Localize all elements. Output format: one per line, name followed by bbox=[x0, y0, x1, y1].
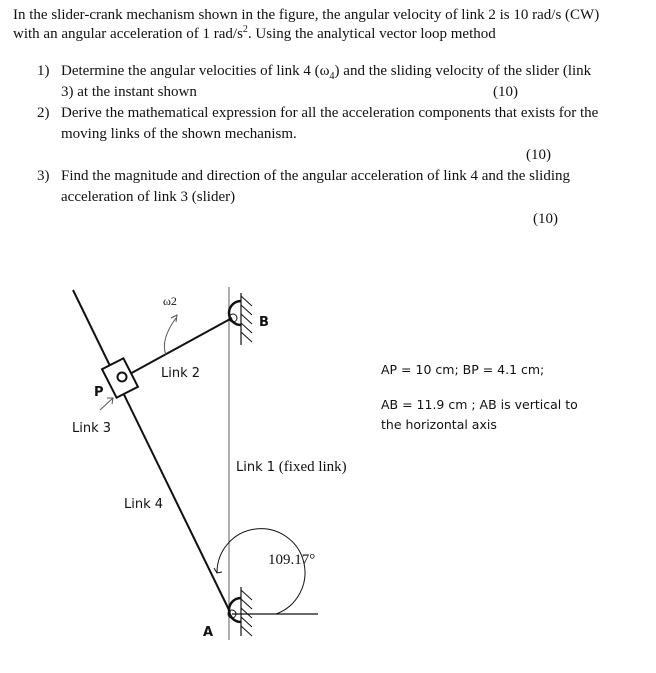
point-p-label: P bbox=[94, 385, 104, 400]
point-a-label: A bbox=[203, 625, 214, 640]
intro-line-1: In the slider-crank mechanism shown in the figure, the angular velocity of link 2 is 10 rad/s (CW) bbox=[13, 7, 600, 23]
q1-number: 1) bbox=[37, 63, 50, 79]
superscript: 2 bbox=[242, 24, 248, 35]
q1-text-end: ) and the sliding velocity of the slider (link bbox=[334, 63, 592, 79]
link-1-note: (fixed link) bbox=[278, 459, 347, 475]
q1-line-2: 3) at the instant shown bbox=[61, 84, 197, 100]
angle-arrow-icon bbox=[214, 568, 222, 573]
q1-marks: (10) bbox=[493, 84, 518, 100]
slider-pin bbox=[118, 373, 127, 382]
q3-line-2: acceleration of link 3 (slider) bbox=[61, 189, 236, 205]
intro-text: with an angular acceleration of 1 rad/s bbox=[13, 26, 243, 42]
q2-line-1: Derive the mathematical expression for all the acceleration components that exists for the bbox=[61, 105, 599, 121]
link-4 bbox=[73, 290, 230, 612]
q2-number: 2) bbox=[37, 105, 50, 121]
link-3-label: Link 3 bbox=[72, 421, 112, 436]
omega-2-label: ω2 bbox=[163, 294, 177, 308]
link-2-label: Link 2 bbox=[161, 366, 201, 381]
intro-text-end: . Using the analytical vector loop method bbox=[247, 26, 496, 42]
given-line-2: AB = 11.9 cm ; AB is vertical to bbox=[381, 397, 578, 412]
subscript: 4 bbox=[329, 71, 335, 82]
link-1-name: Link 1 bbox=[236, 460, 276, 475]
ground-b-hatch bbox=[241, 296, 252, 342]
q3-marks: (10) bbox=[533, 211, 558, 227]
link-4-label: Link 4 bbox=[124, 497, 164, 512]
point-b-label: B bbox=[259, 315, 269, 330]
q3-line-1: Find the magnitude and direction of the angular acceleration of link 4 and the sliding bbox=[61, 168, 571, 184]
q2-marks: (10) bbox=[526, 147, 551, 163]
ground-a-hatch bbox=[241, 590, 252, 636]
q2-line-2: moving links of the shown mechanism. bbox=[61, 126, 297, 142]
link-1-label bbox=[236, 458, 347, 477]
given-line-3: the horizontal axis bbox=[381, 417, 497, 432]
q1-text: Determine the angular velocities of link 4 (ω bbox=[61, 63, 330, 79]
angle-label: 109.17° bbox=[268, 552, 316, 568]
given-line-1: AP = 10 cm; BP = 4.1 cm; bbox=[381, 362, 545, 377]
q3-number: 3) bbox=[37, 168, 50, 184]
angle-arc bbox=[217, 529, 305, 614]
